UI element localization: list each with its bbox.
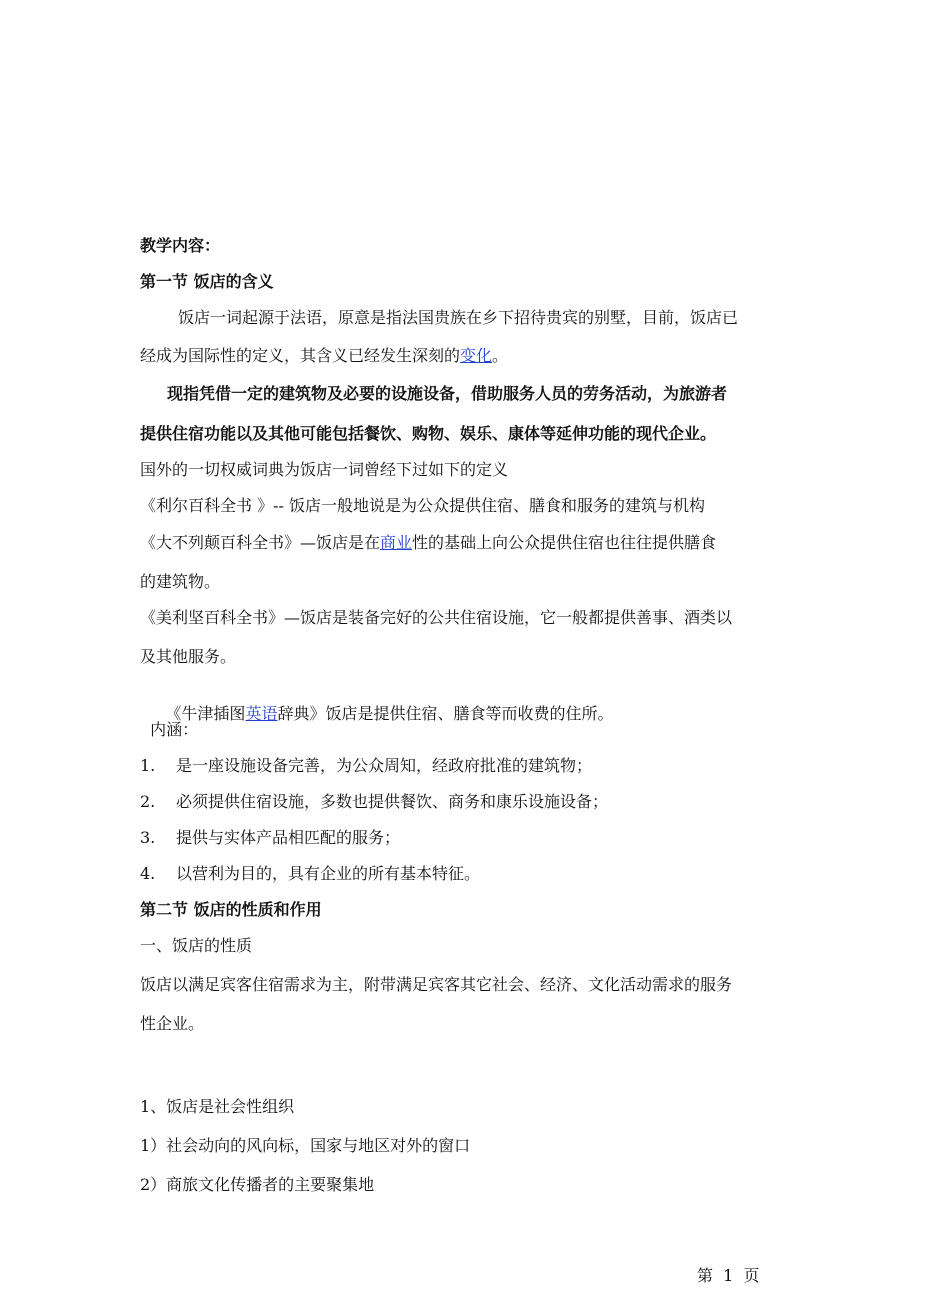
nature-paragraph-line-1: 饭店以满足宾客住宿需求为主，附带满足宾客其它社会、经济、文化活动需求的服务 xyxy=(140,975,733,994)
oxford-text-rest: 辞典》饭店是提供住宿、膳食等而收费的住所。 xyxy=(277,704,614,723)
subpoint-window: 1）社会动向的风向标，国家与地区对外的窗口 xyxy=(140,1136,471,1155)
list-item-text: 必须提供住宿设施，多数也提供餐饮、商务和康乐设施设备； xyxy=(176,792,609,811)
link-change[interactable]: 变化 xyxy=(460,346,493,365)
list-item-text: 以营利为目的，具有企业的所有基本特征。 xyxy=(176,864,481,883)
definition-line-2: 提供住宿功能以及其他可能包括餐饮、购物、娱乐、康体等延伸功能的现代企业。 xyxy=(140,424,717,443)
britannica-definition-line-2: 的建筑物。 xyxy=(140,572,221,591)
lier-encyclopedia-definition: 《利尔百科全书 》-- 饭店一般地说是为公众提供住宿、膳食和服务的建筑与机构 xyxy=(140,496,705,515)
list-item-number: 1. xyxy=(140,756,156,775)
americana-definition-line-1: 《美利坚百科全书》—饭店是装备完好的公共住宿设施，它一般都提供善事、酒类以 xyxy=(140,608,733,627)
nature-paragraph-line-2: 性企业。 xyxy=(140,1014,205,1033)
point-social-organization: 1、饭店是社会性组织 xyxy=(140,1097,295,1116)
americana-definition-line-2: 及其他服务。 xyxy=(140,647,237,666)
definition-line-1: 现指凭借一定的建筑物及必要的设施设备，借助服务人员的劳务活动，为旅游者 xyxy=(167,384,728,403)
list-item xyxy=(140,756,592,776)
foreign-definitions-intro: 国外的一切权威词典为饭店一词曾经下过如下的定义 xyxy=(140,460,509,479)
list-item-text: 提供与实体产品相匹配的服务； xyxy=(176,828,401,847)
heading-teaching-content: 教学内容： xyxy=(140,236,221,255)
subpoint-culture: 2）商旅文化传播者的主要聚集地 xyxy=(140,1175,375,1194)
list-item-text: 是一座设施设备完善，为公众周知，经政府批准的建筑物； xyxy=(176,756,593,775)
list-item-number: 4. xyxy=(140,864,156,883)
list-item xyxy=(140,792,608,812)
britannica-text-rest: 性的基础上向公众提供住宿也往往提供膳食 xyxy=(412,533,717,552)
section-1-title: 第一节 饭店的含义 xyxy=(140,272,274,291)
britannica-definition-line-1 xyxy=(140,533,716,553)
list-item-number: 2. xyxy=(140,792,156,811)
list-item-number: 3. xyxy=(140,828,156,847)
page-number: 第 1 页 xyxy=(697,1266,760,1285)
list-item xyxy=(140,864,480,884)
list-item xyxy=(140,828,400,848)
oxford-text: 《牛津插图 xyxy=(160,704,246,723)
nature-heading: 一、饭店的性质 xyxy=(140,936,253,955)
link-commerce[interactable]: 商业 xyxy=(380,533,413,552)
oxford-definition xyxy=(140,684,613,744)
britannica-text: 《大不列颠百科全书》—饭店是在 xyxy=(140,533,381,552)
connotation-heading: 内涵： xyxy=(140,720,199,739)
paragraph-origin-line-2 xyxy=(140,346,508,366)
section-2-title: 第二节 饭店的性质和作用 xyxy=(140,900,322,919)
paragraph-origin-text: 经成为国际性的定义，其含义已经发生深刻的 xyxy=(140,346,461,365)
link-english[interactable]: 英语 xyxy=(245,704,278,723)
paragraph-origin-end: 。 xyxy=(492,346,509,365)
paragraph-origin-line-1: 饭店一词起源于法语，原意是指法国贵族在乡下招待贵宾的别墅，目前，饭店已 xyxy=(178,308,739,327)
